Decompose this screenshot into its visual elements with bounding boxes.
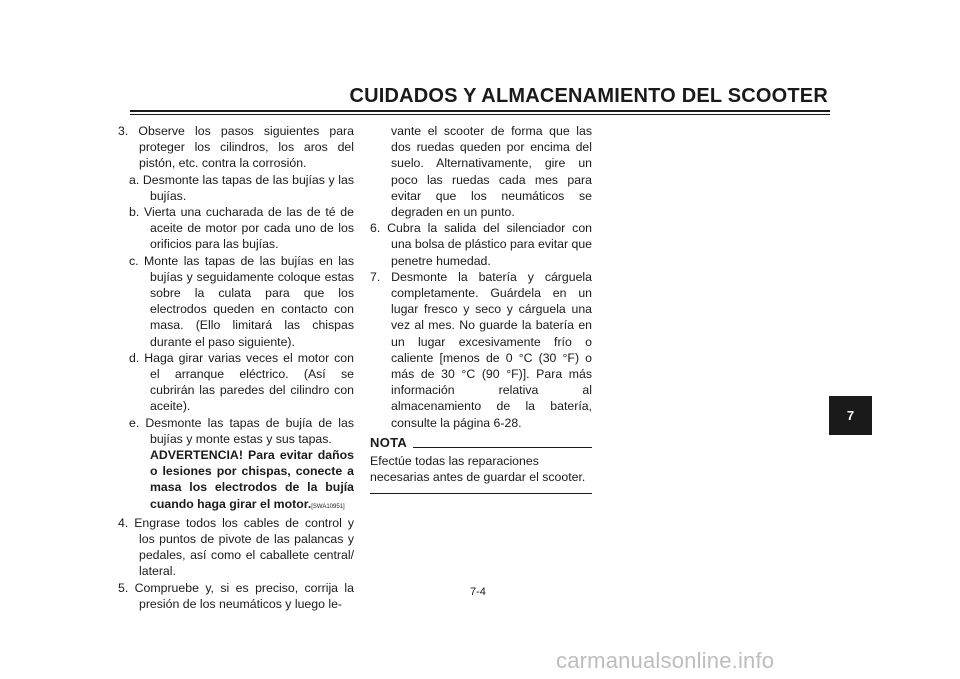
step-3d: d. Haga girar varias veces el motor con el arranque eléctrico. (Así se cubrirán las paredes del cilindro con aceite). xyxy=(129,350,354,414)
note-header xyxy=(370,435,592,451)
step-3a: a. Desmonte las tapas de las bujías y las bujías. xyxy=(129,172,354,203)
warning-block xyxy=(118,447,354,515)
page-title: CUIDADOS Y ALMACENAMIENTO DEL SCOOTER xyxy=(349,85,828,107)
middle-column xyxy=(370,123,592,494)
note-header-rule xyxy=(413,447,592,448)
step-3c: c. Monte las tapas de las bujías en las bujías y seguidamente coloque estas sobre la culata para que los electrodos queden en contacto con masa. (Ello limitará las chispas durante el paso siguiente). xyxy=(129,253,354,349)
watermark: carmanualsonline.info xyxy=(556,648,775,673)
header-rule-thick xyxy=(130,110,830,112)
header-rule-thin xyxy=(130,114,830,115)
step-5-continued: vante el scooter de forma que las dos ruedas queden por encima del suelo. Alternativamente, gire un poco las ruedas cada mes para evitar que los neumáticos se degraden en un punto. xyxy=(391,124,592,220)
step-3e: e. Desmonte las tapas de bujía de las bujías y monte estas y sus tapas. xyxy=(129,415,354,446)
step-3: 3. Observe los pasos siguientes para proteger los cilindros, los aros del pistón, etc. contra la corrosión. xyxy=(118,124,354,171)
step-4: 4. Engrase todos los cables de control y los puntos de pivote de las palancas y pedales, así como el caballete central/ lateral. xyxy=(118,515,354,579)
page-number: 7-4 xyxy=(470,586,486,598)
left-column xyxy=(118,123,354,612)
warning-code: [SWA10951] xyxy=(311,503,345,510)
step-6: 6. Cubra la salida del silenciador con una bolsa de plástico para evitar que penetre humedad. xyxy=(370,221,592,268)
step-7: 7. Desmonte la batería y cárguela completamente. Guárdela en un lugar fresco y seco y cárguela una vez al mes. No guarde la batería en un lugar excesivamente frío o caliente [menos de 0 °C (30 °F) o más de 30 °C (90 °F)]. Para más información relativa al almacenamiento de la batería, consulte la página 6-28. xyxy=(370,269,592,430)
note-end-rule xyxy=(370,493,592,494)
note-label: NOTA xyxy=(370,434,408,450)
chapter-tab: 7 xyxy=(829,396,872,435)
warning-text: ADVERTENCIA! Para evitar daños o lesiones por chispas, conecte a masa los electrodos de la bujía cuando haga girar el motor. xyxy=(150,448,354,511)
step-5: 5. Compruebe y, si es preciso, corrija la presión de los neumáticos y luego le- xyxy=(118,580,354,611)
note-text: Efectúe todas las reparaciones necesarias antes de guardar el scooter. xyxy=(370,454,586,485)
step-3b: b. Vierta una cucharada de las de té de aceite de motor por cada uno de los orificios para las bujías. xyxy=(129,205,354,252)
